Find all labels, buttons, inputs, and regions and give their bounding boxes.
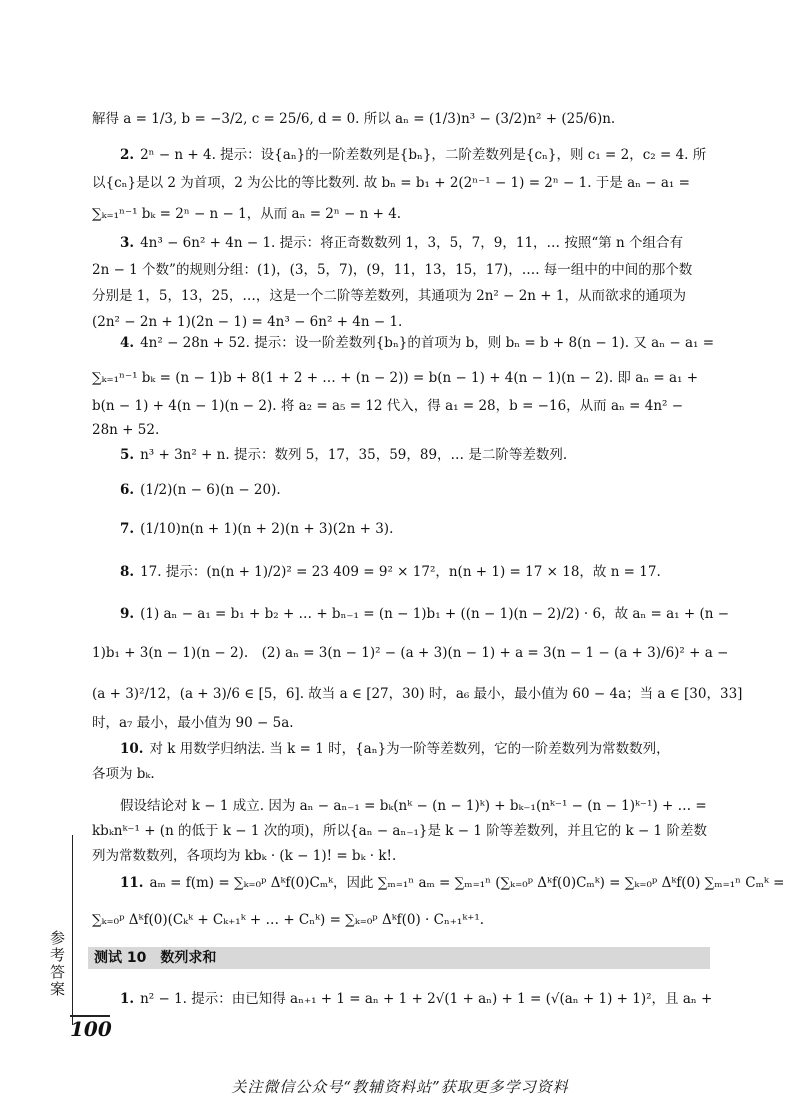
text-line: 1)b₁ + 3(n − 1)(n − 2). (2) aₙ = 3(n − 1)² − (a + 3)(n − 1) + a = 3(n − 1 − (a + 3)/6)² + a −: [92, 645, 729, 661]
answer-9-line: 9. (1) aₙ − a₁ = b₁ + b₂ + … + bₙ₋₁ = (n − 1)b₁ + ((n − 1)(n − 2)/2) · 6，故 aₙ = a₁ + (n −: [120, 606, 730, 622]
text-line: ∑ₖ₌₁ⁿ⁻¹ bₖ = (n − 1)b + 8(1 + 2 + … + (n − 2)) = b(n − 1) + 4(n − 1)(n − 2). 即 aₙ = a₁ +: [92, 370, 699, 386]
answer-7-line: 7. (1/10)n(n + 1)(n + 2)(n + 3)(2n + 3).: [120, 521, 394, 537]
answer-10-line: 10. 对 k 用数学归纳法. 当 k = 1 时，{aₙ}为一阶等差数列，它的一阶差数列为常数数列，: [120, 741, 670, 757]
text-line: 以{cₙ}是以 2 为首项，2 为公比的等比数列. 故 bₙ = b₁ + 2(2ⁿ⁻¹ − 1) = 2ⁿ − 1. 于是 aₙ − a₁ =: [92, 175, 690, 191]
problem-number: 9.: [120, 606, 135, 622]
test10-answer-1-line: 1. n² − 1. 提示：由已知得 aₙ₊₁ + 1 = aₙ + 1 + 2√(1 + aₙ) + 1 = (√(aₙ + 1) + 1)²，且 aₙ +: [120, 991, 713, 1007]
answer-8-line: 8. 17. 提示：(n(n + 1)/2)² = 23 409 = 9² × 17²，n(n + 1) = 17 × 18，故 n = 17.: [120, 564, 661, 580]
margin-rule: [72, 835, 73, 1025]
answer-11-line: 11. aₘ = f(m) = ∑ₖ₌₀ᵖ Δᵏf(0)Cₘᵏ，因此 ∑ₘ₌₁ⁿ aₘ = ∑ₘ₌₁ⁿ (∑ₖ₌₀ᵖ Δᵏf(0)Cₘᵏ) = ∑ₖ₌₀ᵖ Δᵏf(0) ∑ₘ₌₁ⁿ Cₘᵏ =: [120, 875, 785, 891]
text-line: 各项为 bₖ.: [92, 766, 155, 782]
text-line: 解得 a = 1/3, b = −3/2, c = 25/6, d = 0. 所以 aₙ = (1/3)n³ − (3/2)n² + (25/6)n.: [92, 111, 616, 127]
problem-number: 7.: [120, 521, 135, 537]
problem-number: 11.: [120, 875, 144, 891]
text-line: 分别是 1，5，13，25，…，这是一个二阶等差数列，其通项为 2n² − 2n + 1，从而欲求的通项为: [92, 288, 686, 304]
problem-number: 3.: [120, 235, 135, 251]
problem-number: 2.: [120, 147, 135, 163]
text-line: kbₖnᵏ⁻¹ + (n 的低于 k − 1 次的项)，所以{aₙ − aₙ₋₁}是 k − 1 阶等差数列，并且它的 k − 1 阶差数: [92, 823, 707, 839]
text-line: b(n − 1) + 4(n − 1)(n − 2). 将 a₂ = a₅ = 12 代入，得 a₁ = 28，b = −16，从而 aₙ = 4n² −: [92, 398, 684, 414]
text-line: 假设结论对 k − 1 成立. 因为 aₙ − aₙ₋₁ = bₖ(nᵏ − (n − 1)ᵏ) + bₖ₋₁(nᵏ⁻¹ − (n − 1)ᵏ⁻¹) + … =: [120, 798, 707, 814]
answer-3-line: 3. 4n³ − 6n² + 4n − 1. 提示：将正奇数数列 1，3，5，7，9，11，… 按照“第 n 个组合有: [120, 235, 684, 251]
text-line: 列为常数数列，各项均为 kbₖ · (k − 1)! = bₖ · k!.: [92, 848, 397, 864]
problem-number: 5.: [120, 447, 135, 463]
footer-note: 关注微信公众号“教辅资料站”获取更多学习资料: [231, 1078, 569, 1096]
answer-6-line: 6. (1/2)(n − 6)(n − 20).: [120, 482, 281, 498]
text-line: ∑ₖ₌₁ⁿ⁻¹ bₖ = 2ⁿ − n − 1，从而 aₙ = 2ⁿ − n + 4.: [92, 206, 402, 222]
text-line: (2n² − 2n + 1)(2n − 1) = 4n³ − 6n² + 4n − 1.: [92, 314, 403, 330]
answer-2-line: 2. 2ⁿ − n + 4. 提示：设{aₙ}的一阶差数列是{bₙ}，二阶差数列是{cₙ}，则 c₁ = 2，c₂ = 4. 所: [120, 147, 707, 163]
problem-number: 4.: [120, 335, 135, 351]
page-number: 100: [70, 1017, 112, 1041]
text-line: 2n − 1 个数”的规则分组：(1)，(3，5，7)，(9，11，13，15，17)，…. 每一组中的中间的那个数: [92, 262, 693, 278]
answer-5-line: 5. n³ + 3n² + n. 提示：数列 5，17，35，59，89，… 是二阶等差数列.: [120, 447, 568, 463]
text-line: 时，a₇ 最小，最小值为 90 − 5a.: [92, 715, 294, 731]
answer-4-line: 4. 4n² − 28n + 52. 提示：设一阶差数列{bₙ}的首项为 b，则 bₙ = b + 8(n − 1). 又 aₙ − a₁ =: [120, 335, 715, 351]
problem-number: 10.: [120, 741, 144, 757]
text-line: (a + 3)²/12，(a + 3)/6 ∈ [5，6]. 故当 a ∈ [27，30) 时，a₆ 最小，最小值为 60 − 4a；当 a ∈ [30，33]: [92, 686, 743, 702]
problem-number: 1.: [120, 991, 135, 1007]
problem-number: 6.: [120, 482, 135, 498]
text-line: 28n + 52.: [92, 422, 160, 438]
section-heading: 测试 10 数列求和: [88, 947, 710, 969]
problem-number: 8.: [120, 564, 135, 580]
text-line: ∑ₖ₌₀ᵖ Δᵏf(0)(Cₖᵏ + Cₖ₊₁ᵏ + … + Cₙᵏ) = ∑ₖ₌₀ᵖ Δᵏf(0) · Cₙ₊₁ᵏ⁺¹.: [92, 912, 485, 928]
side-label: 参考答案: [48, 930, 66, 998]
